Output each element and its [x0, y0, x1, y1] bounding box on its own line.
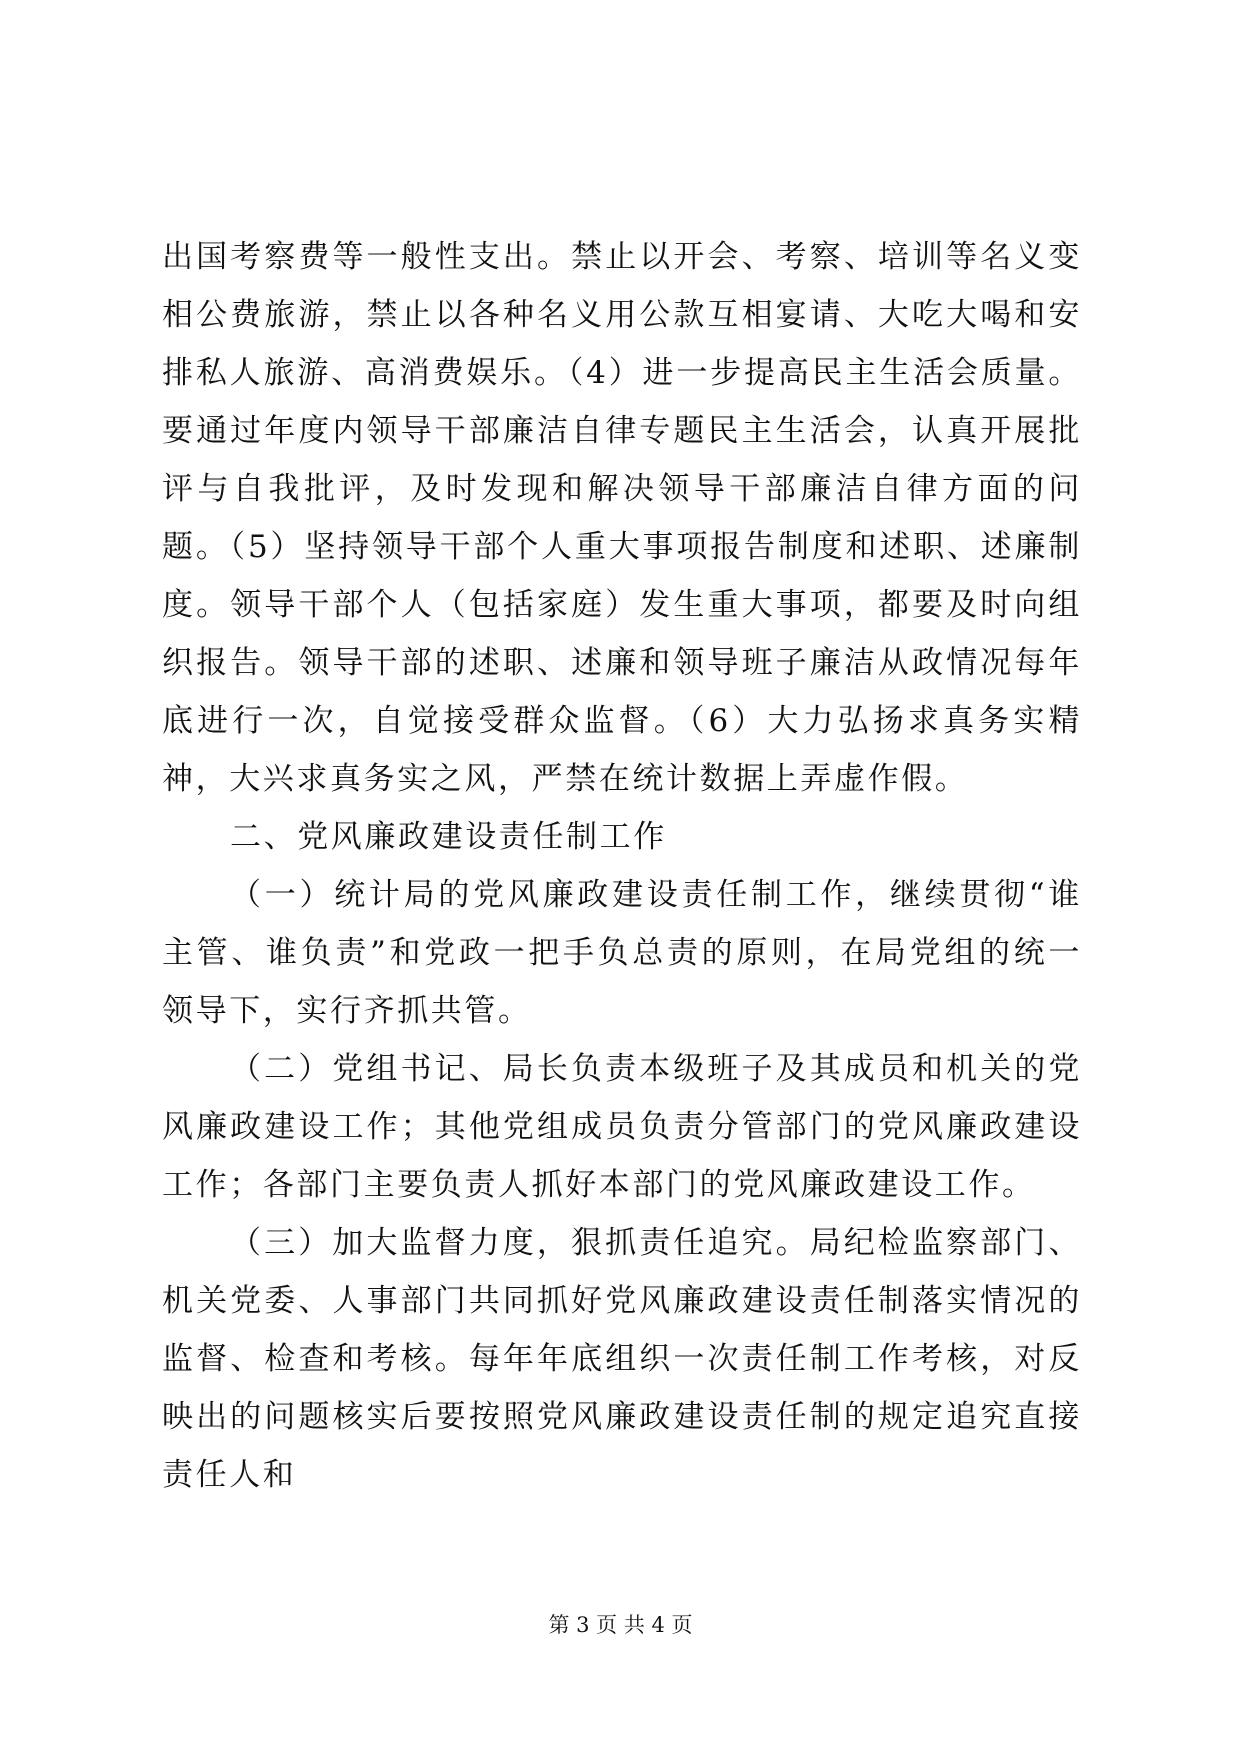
page-footer: 第 3 页 共 4 页	[548, 1613, 693, 1637]
section-heading: 二、党风廉政建设责任制工作	[230, 819, 667, 855]
paragraph-continuation: 出国考察费等一般性支出。禁止以开会、考察、培训等名义变相公费旅游，禁止以各种名义用公款互相宴请、大吃大喝和安排私人旅游、高消费娱乐。（4）进一步提高民主生活会质量。要通过年度内领导干部廉洁自律专题民主生活会，认真开展批评与自我批评，及时发现和解决领导干部廉洁自律方面的问题。（5）坚持领导干部个人重大事项报告制度和述职、述廉制度。领导干部个人（包括家庭）发生重大事项，都要及时向组织报告。领导干部的述职、述廉和领导班子廉洁从政情况每年底进行一次，自觉接受群众监督。（6）大力弘扬求真务实精神，大兴求真务实之风，严禁在统计数据上弄虚作假。	[162, 239, 1082, 797]
paragraph-item-1: （一）统计局的党风廉政建设责任制工作，继续贯彻“谁主管、谁负责”和党政一把手负总责的原则，在局党组的统一领导下，实行齐抓共管。	[162, 877, 1082, 1029]
paragraph-item-2: （二）党组书记、局长负责本级班子及其成员和机关的党风廉政建设工作；其他党组成员负责分管部门的党风廉政建设工作；各部门主要负责人抓好本部门的党风廉政建设工作。	[162, 1051, 1082, 1203]
document-body	[162, 228, 1082, 1504]
paragraph-item-3: （三）加大监督力度，狠抓责任追究。局纪检监察部门、机关党委、人事部门共同抓好党风廉政建设责任制落实情况的监督、检查和考核。每年年底组织一次责任制工作考核，对反映出的问题核实后要按照党风廉政建设责任制的规定追究直接责任人和	[162, 1225, 1082, 1493]
